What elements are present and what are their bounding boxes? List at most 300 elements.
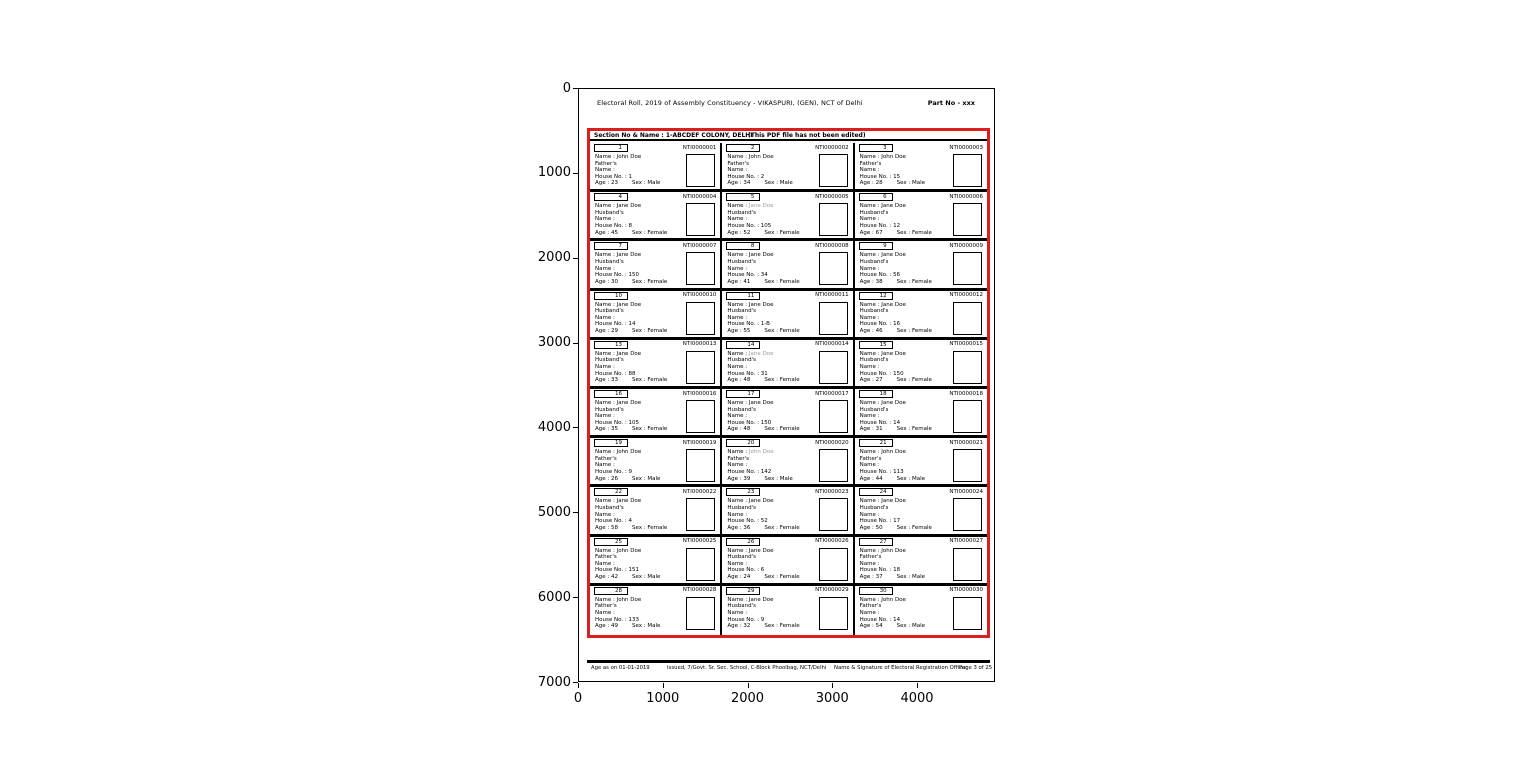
photo-box (686, 498, 715, 531)
voter-details (595, 302, 687, 335)
voter-details (727, 203, 819, 236)
serial-number-box: 3 (859, 144, 893, 152)
age-sex-line: Age : 50 Sex : Female (859, 524, 932, 531)
voter-name-line: Name : John Doe (595, 154, 642, 160)
y-axis-tickmark (573, 343, 578, 344)
plot-area (578, 88, 995, 682)
voter-name-line: Name : Jane Doe (859, 400, 906, 406)
age-sex-line: Age : 42 Sex : Male (595, 573, 661, 580)
voter-card (855, 291, 987, 340)
photo-box (953, 449, 982, 482)
voter-details (727, 252, 819, 285)
epic-number: NTI0000024 (949, 488, 983, 495)
photo-box (686, 449, 715, 482)
relation-name-label: Name : (727, 363, 748, 370)
relation-name-label: Name : (727, 216, 748, 223)
x-axis-tickmark (748, 683, 749, 688)
relation-label: Husband's (595, 504, 624, 511)
voter-card (590, 340, 722, 389)
serial-number-box: 2 (726, 144, 760, 152)
voter-name-line: Name : Jane Doe (727, 596, 774, 603)
relation-name-label: Name : (727, 511, 748, 518)
voter-details (595, 252, 687, 285)
voter-name-line: Name : Jane Doe (595, 252, 642, 259)
photo-box (953, 400, 982, 433)
part-number: Part No - xxx (927, 99, 975, 107)
voter-name: Jane Doe (616, 400, 642, 406)
photo-box (819, 203, 848, 236)
voter-name: John Doe (881, 154, 906, 160)
voter-details (860, 203, 952, 236)
relation-label: Husband's (595, 258, 624, 265)
voter-name-line: Name : John Doe (595, 449, 642, 456)
house-number-line: House No. : 18 (859, 567, 901, 574)
age-sex-line: Age : 49 Sex : Male (595, 623, 661, 630)
voter-details (595, 498, 687, 531)
epic-number: NTI0000013 (682, 341, 717, 348)
relation-label: Husband's (727, 357, 757, 364)
serial-number-box: 5 (726, 193, 760, 201)
relation-name-label: Name : (595, 216, 615, 223)
voter-card (855, 340, 987, 389)
epic-number: NTI0000026 (815, 538, 849, 545)
voter-name-line: Name : Jane Doe (595, 301, 642, 308)
house-number-line: House No. : 16 (859, 321, 901, 328)
voter-card (722, 537, 854, 586)
relation-name-label: Name : (859, 462, 880, 469)
voter-name: John Doe (616, 154, 642, 160)
voter-card (855, 586, 987, 635)
serial-number-box: 9 (859, 242, 893, 250)
voter-details (595, 351, 687, 384)
relation-label: Father's (727, 455, 750, 462)
photo-box (819, 154, 848, 187)
relation-name-label: Name : (595, 265, 615, 272)
epic-number: NTI0000007 (682, 242, 717, 249)
relation-label: Husband's (595, 308, 624, 315)
house-number-line: House No. : 1 (595, 173, 632, 180)
photo-box (686, 351, 715, 384)
relation-name-label: Name : (595, 363, 615, 370)
relation-name-label: Name : (727, 560, 748, 567)
serial-number-box: 17 (726, 390, 760, 398)
serial-number-box: 7 (594, 242, 628, 250)
relation-name-label: Name : (595, 413, 615, 420)
voter-card (722, 487, 854, 536)
serial-number-box: 19 (594, 439, 628, 447)
photo-box (953, 498, 982, 531)
serial-number-box: 12 (859, 292, 893, 300)
voter-card (590, 143, 722, 192)
serial-number-box: 22 (594, 488, 628, 496)
voter-details (595, 154, 687, 187)
epic-number: NTI0000001 (682, 144, 717, 151)
relation-label: Husband's (727, 406, 757, 413)
voter-details (595, 203, 687, 236)
house-number-line: House No. : 1-B (727, 321, 770, 328)
voter-details (727, 548, 819, 581)
voter-name-line: Name : Jane Doe (727, 400, 774, 406)
relation-name-label: Name : (859, 167, 880, 174)
relation-label: Father's (595, 554, 617, 561)
voter-card (590, 291, 722, 340)
photo-box (819, 449, 848, 482)
voter-card (855, 192, 987, 241)
age-sex-line: Age : 29 Sex : Female (595, 327, 668, 334)
serial-number-box: 8 (726, 242, 760, 250)
relation-label: Husband's (727, 504, 757, 511)
epic-number: NTI0000009 (949, 242, 983, 249)
voter-name-line: Name : Jane Doe (727, 547, 774, 554)
age-sex-line: Age : 46 Sex : Female (859, 327, 932, 334)
voter-details (860, 302, 952, 335)
document-title: Electoral Roll, 2019 of Assembly Constituency - VIKASPURI, (GEN), NCT of Delhi (597, 99, 863, 107)
voter-details (727, 498, 819, 531)
house-number-line: House No. : 12 (859, 222, 901, 229)
house-number-line: House No. : 14 (595, 321, 636, 328)
voter-card (590, 586, 722, 635)
voter-card (855, 438, 987, 487)
voter-card (855, 537, 987, 586)
voter-name-line: Name : Jane Doe (859, 498, 906, 505)
photo-box (819, 548, 848, 581)
section-note: (This PDF file has not been edited) (748, 132, 866, 139)
voter-name: Jane Doe (616, 203, 642, 210)
age-sex-line: Age : 38 Sex : Female (859, 278, 932, 285)
voter-card (722, 241, 854, 290)
footer-ero-note: Name & Signature of Electoral Registration Officer (834, 665, 968, 671)
relation-name-label: Name : (859, 265, 880, 272)
photo-box (819, 351, 848, 384)
voter-grid (590, 143, 987, 635)
age-sex-line: Age : 39 Sex : Male (727, 475, 793, 482)
relation-label: Husband's (727, 554, 757, 561)
relation-name-label: Name : (595, 560, 615, 567)
age-sex-line: Age : 34 Sex : Male (727, 180, 793, 187)
age-sex-line: Age : 55 Sex : Female (727, 327, 800, 334)
voter-card (722, 340, 854, 389)
house-number-line: House No. : 2 (727, 173, 765, 180)
serial-number-box: 15 (859, 341, 893, 349)
voter-card (722, 192, 854, 241)
serial-number-box: 25 (594, 538, 628, 546)
relation-name-label: Name : (727, 314, 748, 321)
photo-box (953, 203, 982, 236)
voter-card (855, 487, 987, 536)
voter-name-line: Name : Jane Doe (727, 252, 774, 259)
relation-name-label: Name : (727, 462, 748, 469)
relation-name-label: Name : (859, 363, 880, 370)
voter-card (590, 537, 722, 586)
relation-name-label: Name : (727, 413, 748, 420)
photo-box (686, 400, 715, 433)
photo-box (686, 548, 715, 581)
y-axis-tick-label: 7000 (537, 674, 571, 690)
photo-box (686, 597, 715, 630)
voter-name: Jane Doe (748, 547, 774, 554)
voter-name: Jane Doe (748, 301, 774, 308)
relation-label: Husband's (859, 258, 889, 265)
serial-number-box: 24 (859, 488, 893, 496)
voter-name: John Doe (616, 596, 642, 603)
house-number-line: House No. : 133 (595, 616, 639, 623)
age-sex-line: Age : 30 Sex : Female (595, 278, 668, 285)
voter-name: Jane Doe (616, 252, 642, 259)
voter-name: John Doe (881, 449, 906, 456)
y-axis-tickmark (573, 512, 578, 513)
voter-name-line: Name : John Doe (595, 596, 642, 603)
voter-name: Jane Doe (881, 498, 906, 505)
epic-number: NTI0000023 (815, 488, 849, 495)
photo-box (953, 154, 982, 187)
voter-name-line: Name : Jane Doe (595, 350, 642, 357)
voter-card (590, 389, 722, 438)
voter-card (855, 389, 987, 438)
relation-name-label: Name : (859, 413, 880, 420)
house-number-line: House No. : 14 (859, 616, 901, 623)
voter-card (590, 192, 722, 241)
y-axis-tickmark (573, 88, 578, 89)
relation-name-label: Name : (727, 265, 748, 272)
house-number-line: House No. : 151 (595, 567, 639, 574)
serial-number-box: 18 (859, 390, 893, 398)
epic-number: NTI0000017 (815, 390, 849, 397)
voter-name-line: Name : Jane Doe (859, 203, 906, 210)
relation-name-label: Name : (595, 462, 615, 469)
voter-name: Jane Doe (616, 301, 642, 308)
epic-number: NTI0000029 (815, 587, 849, 594)
epic-number: NTI0000006 (949, 193, 983, 200)
voter-card (855, 143, 987, 192)
serial-number-box: 10 (594, 292, 628, 300)
epic-number: NTI0000027 (949, 538, 983, 545)
relation-label: Husband's (727, 258, 757, 265)
epic-number: NTI0000008 (815, 242, 849, 249)
voter-name-line: Name : Jane Doe (859, 301, 906, 308)
age-sex-line: Age : 58 Sex : Female (595, 524, 668, 531)
x-axis-tick-label: 2000 (730, 691, 765, 706)
voter-name: John Doe (748, 154, 774, 160)
y-axis-tickmark (573, 427, 578, 428)
serial-number-box: 27 (859, 538, 893, 546)
epic-number: NTI0000030 (949, 587, 983, 594)
voter-card (590, 241, 722, 290)
serial-number-box: 23 (726, 488, 760, 496)
section-header (590, 131, 987, 141)
age-sex-line: Age : 23 Sex : Male (595, 180, 661, 187)
epic-number: NTI0000015 (949, 341, 983, 348)
y-axis-tickmark (573, 597, 578, 598)
voter-card (590, 487, 722, 536)
voter-name-line: Name : Jane Doe (727, 203, 774, 210)
house-number-line: House No. : 8 (595, 222, 632, 229)
house-number-line: House No. : 6 (727, 567, 765, 574)
voter-details (860, 548, 952, 581)
relation-name-label: Name : (595, 167, 615, 174)
age-sex-line: Age : 31 Sex : Female (859, 426, 932, 433)
voter-details (595, 449, 687, 482)
age-sex-line: Age : 67 Sex : Female (859, 229, 932, 236)
age-sex-line: Age : 28 Sex : Male (859, 180, 926, 187)
voter-name-line: Name : John Doe (859, 547, 906, 554)
voter-name: Jane Doe (616, 350, 642, 357)
relation-label: Father's (595, 160, 617, 167)
serial-number-box: 30 (859, 587, 893, 595)
relation-label: Father's (595, 603, 617, 610)
epic-number: NTI0000020 (815, 439, 849, 446)
x-axis-tick-label: 3000 (815, 691, 849, 706)
age-sex-line: Age : 44 Sex : Male (859, 475, 926, 482)
epic-number: NTI0000028 (682, 587, 717, 594)
epic-number: NTI0000010 (682, 292, 717, 299)
photo-box (686, 252, 715, 285)
house-number-line: House No. : 150 (727, 419, 772, 426)
relation-label: Father's (595, 455, 617, 462)
photo-box (953, 597, 982, 630)
voter-name: Jane Doe (881, 203, 906, 210)
voter-name-line: Name : John Doe (727, 449, 774, 456)
voter-name: Jane Doe (881, 301, 906, 308)
voter-name-line: Name : Jane Doe (727, 301, 774, 308)
voter-details (860, 449, 952, 482)
voter-details (860, 154, 952, 187)
x-axis-tickmark (663, 683, 664, 688)
x-axis-tick-label: 4000 (900, 691, 934, 706)
house-number-line: House No. : 17 (859, 518, 901, 525)
epic-number: NTI0000019 (682, 439, 717, 446)
serial-number-box: 28 (594, 587, 628, 595)
relation-label: Husband's (595, 357, 624, 364)
house-number-line: House No. : 15 (859, 173, 901, 180)
x-axis-tickmark (832, 683, 833, 688)
y-axis-tickmark (573, 258, 578, 259)
voter-details (595, 400, 687, 433)
epic-number: NTI0000012 (949, 292, 983, 299)
voter-card (722, 586, 854, 635)
y-axis-tick-label: 5000 (537, 504, 571, 520)
house-number-line: House No. : 52 (727, 518, 768, 525)
voter-name: John Doe (616, 449, 642, 456)
voter-details (860, 351, 952, 384)
relation-label: Husband's (595, 209, 624, 216)
voter-name: Jane Doe (748, 203, 774, 210)
serial-number-box: 26 (726, 538, 760, 546)
relation-label: Father's (727, 160, 750, 167)
relation-name-label: Name : (595, 511, 615, 518)
house-number-line: House No. : 88 (595, 370, 636, 377)
voter-details (860, 400, 952, 433)
voter-details (595, 548, 687, 581)
y-axis-tick-label: 1000 (537, 165, 571, 181)
epic-number: NTI0000011 (815, 292, 849, 299)
voter-name: John Doe (748, 449, 774, 456)
age-sex-line: Age : 26 Sex : Male (595, 475, 661, 482)
relation-label: Husband's (859, 308, 889, 315)
relation-name-label: Name : (859, 609, 880, 616)
serial-number-box: 14 (726, 341, 760, 349)
x-axis-tickmark (917, 683, 918, 688)
age-sex-line: Age : 27 Sex : Female (859, 377, 932, 384)
photo-box (953, 351, 982, 384)
age-sex-line: Age : 41 Sex : Female (727, 278, 800, 285)
house-number-line: House No. : 56 (859, 272, 901, 279)
photo-box (819, 252, 848, 285)
age-sex-line: Age : 48 Sex : Female (727, 426, 800, 433)
voter-details (727, 400, 819, 433)
relation-label: Husband's (595, 406, 624, 413)
relation-label: Husband's (859, 209, 889, 216)
y-axis-tick-label: 3000 (537, 335, 571, 351)
voter-details (727, 449, 819, 482)
age-sex-line: Age : 52 Sex : Female (727, 229, 800, 236)
voter-details (860, 252, 952, 285)
epic-number: NTI0000025 (682, 538, 717, 545)
voter-card (590, 438, 722, 487)
voter-details (860, 498, 952, 531)
epic-number: NTI0000021 (949, 439, 983, 446)
relation-name-label: Name : (727, 609, 748, 616)
relation-label: Husband's (727, 209, 757, 216)
footer-page-number: Page 3 of 25 (959, 665, 993, 671)
age-sex-line: Age : 32 Sex : Female (727, 623, 800, 630)
voter-name-line: Name : John Doe (595, 547, 642, 554)
voter-details (860, 597, 952, 630)
photo-box (819, 597, 848, 630)
serial-number-box: 16 (594, 390, 628, 398)
age-sex-line: Age : 54 Sex : Male (859, 623, 926, 630)
house-number-line: House No. : 14 (859, 419, 901, 426)
voter-name: Jane Doe (616, 498, 642, 505)
house-number-line: House No. : 34 (727, 272, 768, 279)
voter-details (727, 597, 819, 630)
age-sex-line: Age : 37 Sex : Male (859, 573, 926, 580)
house-number-line: House No. : 9 (727, 616, 765, 623)
photo-box (686, 154, 715, 187)
epic-number: NTI0000004 (682, 193, 717, 200)
serial-number-box: 11 (726, 292, 760, 300)
serial-number-box: 1 (594, 144, 628, 152)
voter-name: John Doe (881, 596, 906, 603)
serial-number-box: 6 (859, 193, 893, 201)
age-sex-line: Age : 45 Sex : Female (595, 229, 668, 236)
voter-name-line: Name : Jane Doe (859, 252, 906, 259)
relation-label: Husband's (859, 406, 889, 413)
relation-name-label: Name : (859, 560, 880, 567)
y-axis-tick-label: 0 (562, 80, 571, 96)
y-axis-tick-label: 6000 (537, 589, 571, 605)
house-number-line: House No. : 150 (859, 370, 904, 377)
voter-details (727, 154, 819, 187)
voter-name-line: Name : John Doe (859, 449, 906, 456)
voter-name: John Doe (881, 547, 906, 554)
voter-name: Jane Doe (748, 350, 774, 357)
epic-number: NTI0000002 (815, 144, 849, 151)
relation-label: Father's (859, 455, 882, 462)
age-sex-line: Age : 33 Sex : Female (595, 377, 668, 384)
epic-number: NTI0000022 (682, 488, 717, 495)
x-axis-tick-label: 0 (573, 691, 583, 706)
voter-details (727, 302, 819, 335)
relation-label: Father's (859, 160, 882, 167)
epic-number: NTI0000005 (815, 193, 849, 200)
photo-box (953, 302, 982, 335)
voter-name-line: Name : John Doe (727, 154, 774, 160)
voter-name-line: Name : Jane Doe (595, 400, 642, 406)
relation-label: Husband's (859, 357, 889, 364)
serial-number-box: 13 (594, 341, 628, 349)
relation-name-label: Name : (595, 314, 615, 321)
age-sex-line: Age : 36 Sex : Female (727, 524, 800, 531)
